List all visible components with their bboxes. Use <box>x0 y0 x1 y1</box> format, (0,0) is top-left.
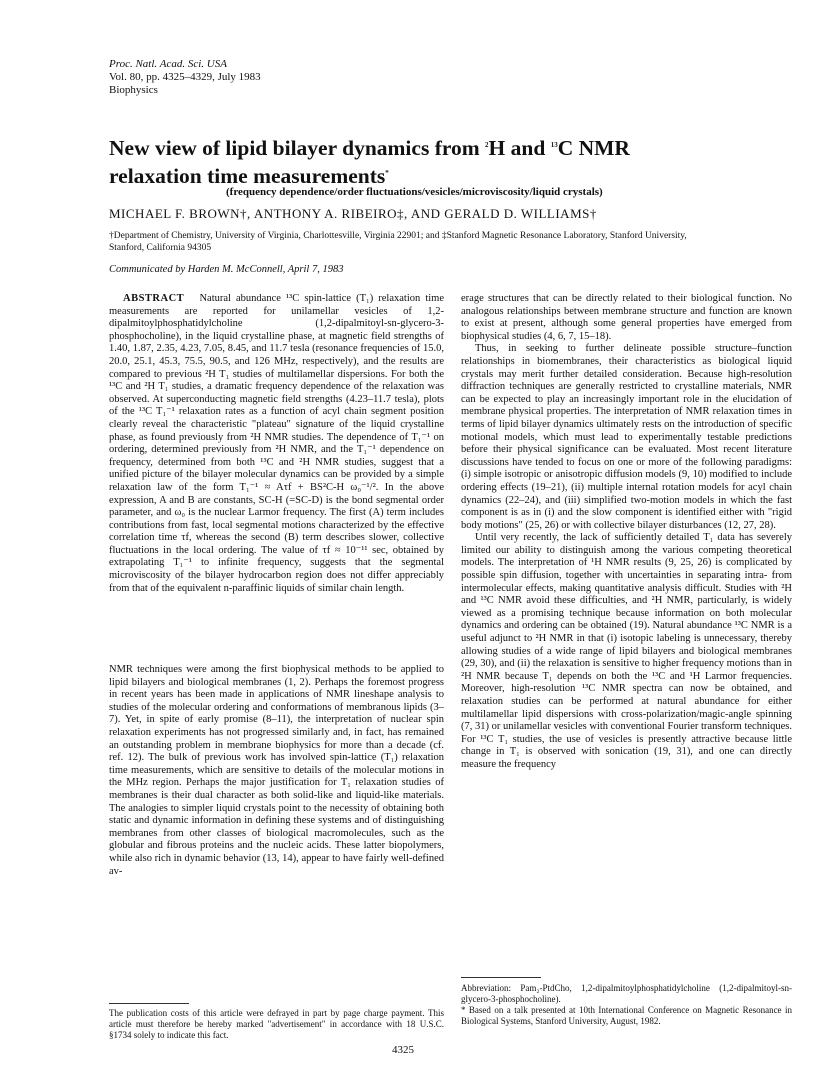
title-part: C NMR <box>557 136 630 161</box>
affiliation: †Department of Chemistry, University of Virginia, Charlottesville, Virginia 22901; and ‡Stanford Magnetic Resonance Laboratory, Stanford University, Stanford, California 94305 <box>109 231 687 253</box>
footnotes <box>461 983 792 1027</box>
cost-divider <box>109 1003 189 1004</box>
body-paragraph: Until very recently, the lack of sufficiently detailed T₁ data has severely limited our ability to distinguish among the various competing theoretical models. The interpretation of ¹H NMR results (9, 25, 26) is complicated by possible spin diffusion, together with uncertainties in separating intra- from intermolecular effects, making quantitative analysis difficult. Studies with ²H and ¹³C NMR avoid these difficulties, and ²H NMR, particularly, is widely viewed as a promising technique because information on both molecular dynamics and ordering can be obtained (19). Natural abundance ¹³C NMR is a useful adjunct to ²H NMR in that (i) isotopic labeling is unnecessary, thereby allowing studies of a wide range of lipid bilayers and biological membranes (29, 30), and (ii) the relaxation is sensitive to higher frequency motions than in ²H NMR because T₁ depends on both the ¹³C and ¹H Larmor frequencies. Moreover, high-resolution ¹³C NMR spectra can now be obtained, and relaxation studies can be performed at natural abundance for either multilamellar lipid dispersions with cross-polarization/magic-angle spinning (7, 31) or unilamellar vesicles with conventional Fourier transform techniques. For ¹³C T₁ studies, the use of vesicles is presently attractive because little change in T₁ is observed with sonication (19, 31), and one can directly measure the frequency <box>461 532 792 770</box>
title-sup: 13 <box>550 141 558 149</box>
page-number: 4325 <box>392 1044 414 1056</box>
section-name: Biophysics <box>109 84 158 96</box>
abstract-paragraph <box>109 293 444 595</box>
title-star: * <box>385 169 389 178</box>
article-title <box>109 133 749 189</box>
intro-left-column <box>109 664 444 878</box>
talk-footnote: * Based on a talk presented at 10th International Conference on Magnetic Resonance in Biological Systems, Stanford University, August, 1982. <box>461 1005 792 1026</box>
keywords: (frequency dependence/order fluctuations/vesicles/microviscosity/liquid crystals) <box>226 186 603 198</box>
title-sup: 2 <box>485 141 489 149</box>
body-paragraph: NMR techniques were among the first biophysical methods to be applied to lipid bilayers and biological membranes (1, 2). Perhaps the foremost progress in recent years has been made in applications of NMR lineshape analysis to studies of the molecular ordering and conformations of membranous lipids (3–7). Yet, in spite of early promise (8–11), the interpretation of nuclear spin relaxation experiments has not progressed similarly and, in fact, has remained an outstanding problem in membrane biophysics for more than a decade (cf. ref. 12). The bulk of previous work has involved spin-lattice (T₁) relaxation time measurements, which are sensitive to details of the molecular motions in the MHz region. Perhaps the major justification for T₁ relaxation studies of membranes is their dual character as both solid-like and liquid-like materials. The analogies to simpler liquid crystals point to the necessity of obtaining both static and dynamic information in defining these systems and of distinguishing membranes from other classes of biological macromolecules, such as the globular and fibrous proteins and the nucleic acids. These latter biopolymers, while also rich in dynamic behavior (13, 14), appear to have fairly well-defined av- <box>109 664 444 877</box>
journal-header <box>109 58 261 97</box>
communicated-by: Communicated by Harden M. McConnell, April 7, 1983 <box>109 264 344 275</box>
body-paragraph: Thus, in seeking to further delineate possible structure–function relationships in biomembranes, their characteristics as biological liquid crystals may merit further detailed consideration. Because high-resolution diffraction techniques are generally restricted to crystalline materials, NMR can be expected to play an increasingly important role in the elucidation of membrane physical properties. The interpretation of NMR relaxation times in terms of lipid bilayer dynamics ultimately rests on the introduction of specific motional models, which must lead to experimentally testable predictions before their physical significance can be evaluated. Most recent literature discussions have tended to focus on one or more of the following paradigms: (i) simple isotropic or anisotropic diffusion models (9, 10) modified to include ordering effects (19–21), (ii) multiple internal rotation models for acyl chain dynamics (22–24), and (iii) simplified two-motion models in which the fast component is as in (i) and the slow component is identified either with "rigid body motions" (25, 26) or with collective bilayer disturbances (12, 27, 28). <box>461 343 792 531</box>
journal-name: Proc. Natl. Acad. Sci. USA <box>109 58 227 70</box>
title-part: New view of lipid bilayer dynamics from <box>109 136 486 161</box>
footnote-divider <box>461 977 541 978</box>
authors: MICHAEL F. BROWN†, ANTHONY A. RIBEIRO‡, AND GERALD D. WILLIAMS† <box>109 206 597 221</box>
title-part: relaxation time measurements <box>109 164 386 189</box>
abstract <box>109 293 444 595</box>
volume-line: Vol. 80, pp. 4325–4329, July 1983 <box>109 71 261 83</box>
body-paragraph: erage structures that can be directly related to their biological function. No analogous relationships between membrane structure and function are known to exist at present, although some general properties have emerged from biophysical studies (4, 6, 7, 15–18). <box>461 293 792 342</box>
publication-costs-note: The publication costs of this article were defrayed in part by page charge payment. This article must therefore be hereby marked "advertisement" in accordance with 18 U.S.C. §1734 solely to indicate this fact. <box>109 1008 444 1040</box>
abstract-text: Natural abundance ¹³C spin-lattice (T₁) relaxation time measurements are reported for unilamellar vesicles of 1,2-dipalmitoylphosphatidylcholine (1,2-dipalmitoyl-sn-glycero-3-phosphocholine), in the liquid crystalline phase, at magnetic field strengths of 1.40, 1.87, 2.35, 4.23, 7.05, 8.45, and 11.7 tesla (resonance frequencies of 15.0, 20.0, 25.1, 45.3, 75.5, 90.5, and 126 MHz, respectively), and the results are compared to previous ²H T₁ studies of multilamellar dispersions. For both the ¹³C and ²H T₁ studies, a dramatic frequency dependence of the relaxation was observed. At superconducting magnetic field strengths (4.23–11.7 tesla), plots of the ¹³C T₁⁻¹ relaxation rates as a function of acyl chain segment position clearly reveal the characteristic "plateau" signature of the liquid crystalline phase, as found previously from ²H NMR studies. The dependence of T₁⁻¹ on ordering, determined previously from ²H NMR, and the T₁⁻¹ dependence on frequency, determined from both ¹³C and ²H NMR studies, suggest that a unified picture of the bilayer molecular dynamics can be provided by a simple relaxation law of the form T₁⁻¹ ≈ Aτf + BS²C-H ω₀⁻¹/². In the above expression, A and B are constants, SC-H (=SC-D) is the bond segmental order parameter, and ω₀ is the nuclear Larmor frequency. The first (A) term includes contributions from fast, local segmental motions characterized by the effective correlation time τf, whereas the second (B) term describes slower, collective fluctuations in the local ordering. The value of τf ≈ 10⁻¹¹ sec, obtained by extrapolating T₁⁻¹ to infinite frequency, suggests that the segmental microviscosity of the bilayer hydrocarbon region does not differ appreciably from that of the equivalent n-paraffinic liquids of similar chain length. <box>109 293 444 594</box>
abstract-label: ABSTRACT <box>123 293 185 304</box>
title-part: H and <box>488 136 551 161</box>
right-column <box>461 293 792 772</box>
abbreviation-footnote: Abbreviation: Pam₂-PtdCho, 1,2-dipalmitoylphosphatidylcholine (1,2-dipalmitoyl-sn-glycero-3-phosphocholine). <box>461 983 792 1004</box>
